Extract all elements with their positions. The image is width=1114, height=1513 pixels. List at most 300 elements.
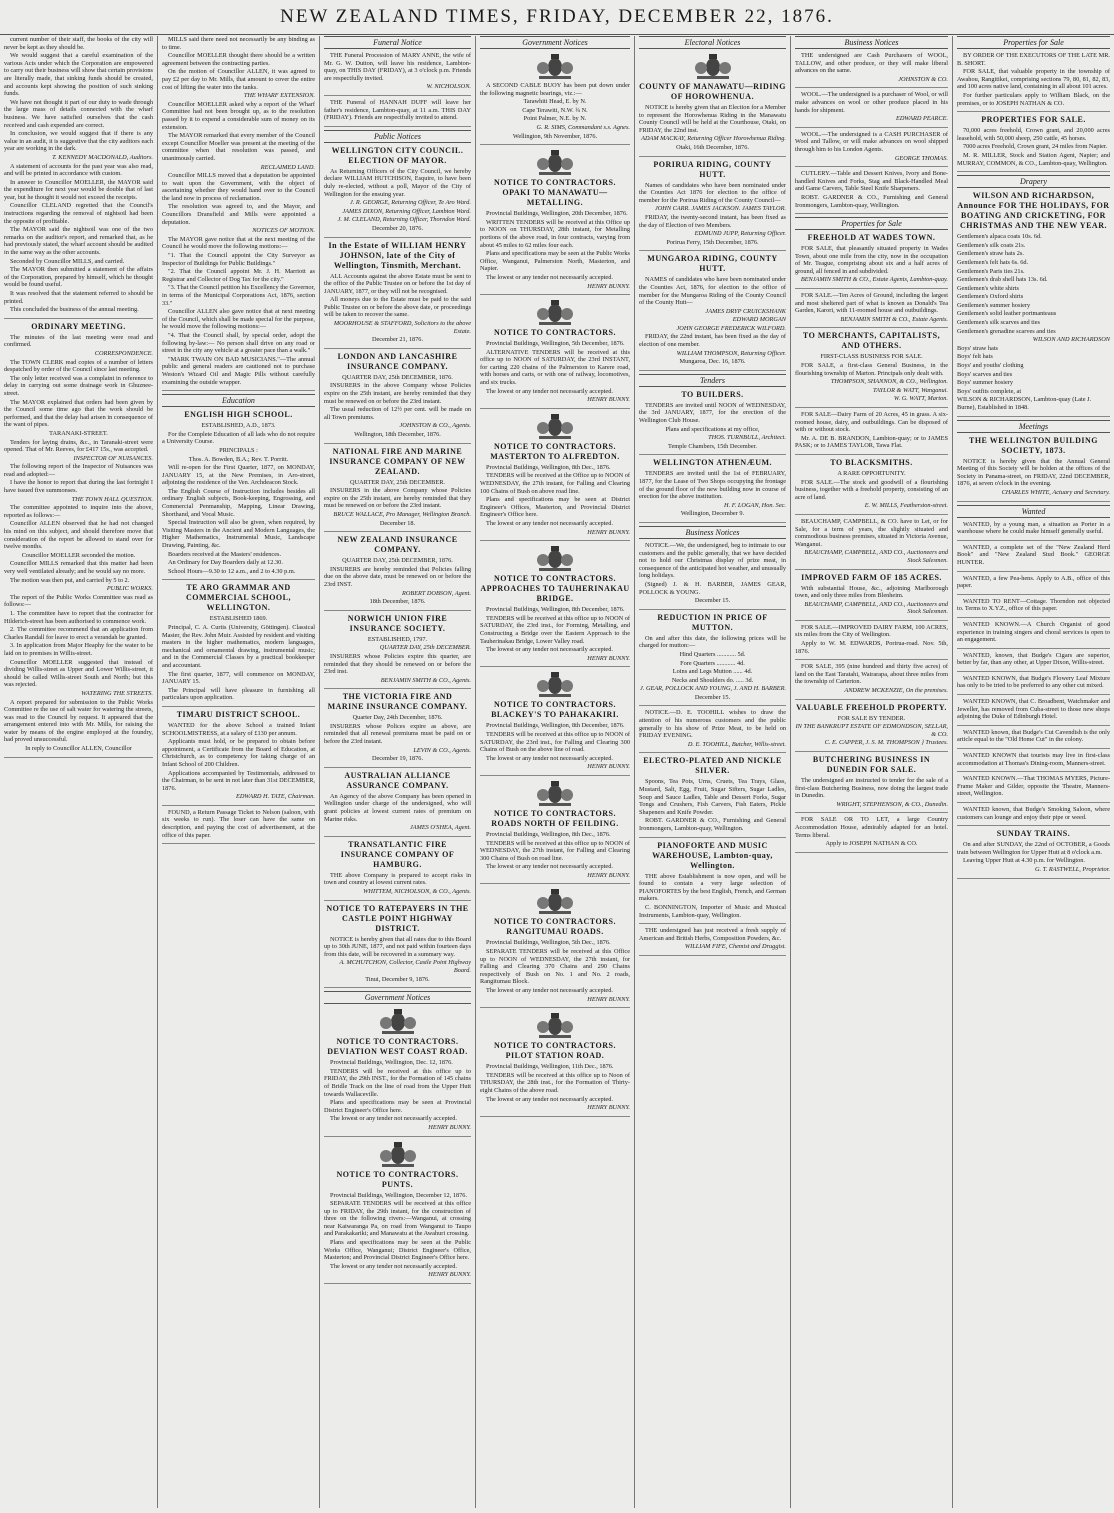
advertisement-text: QUARTER DAY, 25th DECEMBER. bbox=[350, 478, 445, 486]
advertisement-text: All moneys due to the Estate must be paid to the said Public Trustee on or before the above date, or proceedings will be taken to recover the same. bbox=[324, 296, 471, 319]
advertisement-text: With substantial House, &c., adjoining Marlborough town, and only three miles from Blenheim. bbox=[795, 584, 948, 600]
advertisement-text: A RARE OPPORTUNITY. bbox=[837, 469, 906, 477]
advertisement-text: Provincial Buildings, Wellington, 8th Dec., 1876. bbox=[486, 830, 611, 838]
column-6 bbox=[790, 36, 952, 1508]
advertisement-text: 70,000 acres freehold, Crown grant, and 20,000 acres leasehold, with 50,000 sheep, 250 cattle, 45 horses. bbox=[957, 127, 1110, 142]
advertisement-signature: WILSON AND RICHARDSON bbox=[1032, 336, 1110, 344]
advertisement-signature: HENRY BUNNY. bbox=[587, 396, 630, 404]
advertisement-text: December 20, 1876. bbox=[371, 224, 424, 232]
advertisement-text: School Hours—9.30 to 12 a.m., and 2 to 4.30 p.m. bbox=[168, 567, 296, 575]
advertisement bbox=[795, 52, 948, 88]
advertisement-text: In conclusion, we would suggest that if there is any value in an audit, it is suggestive that the city auditors each year are working in the dark. bbox=[4, 130, 153, 153]
advertisement bbox=[162, 583, 315, 707]
advertisement-title: WELLINGTON CITY COUNCIL. ELECTION OF MAYOR. bbox=[331, 145, 464, 165]
advertisement-text: It was resolved that the statement referred to should be printed. bbox=[4, 290, 153, 305]
advertisement-title: NOTICE TO CONTRACTORS. BLACKEY'S TO PAHAKAKIRI. bbox=[491, 700, 619, 720]
advertisement-text: The undersigned are instructed to tender for the sale of a first-class Butchering Business, now doing the largest trade in Dunedin. bbox=[795, 777, 948, 800]
royal-arms-emblem-icon bbox=[533, 52, 577, 80]
advertisement bbox=[324, 904, 471, 989]
advertisement-text: On and after this date, the following prices will be charged for mutton:— bbox=[639, 634, 786, 650]
advertisement-text: Provincial Buildings, Wellington, December 12, 1876. bbox=[330, 1191, 468, 1199]
advertisement-title: SUNDAY TRAINS. bbox=[996, 829, 1071, 839]
advertisement-text: The MAYOR remarked that every member of the Council except Councillor Moeller was present at the meeting of the committee when that resolution was passed, and unanimously carried. bbox=[162, 132, 315, 162]
advertisement-signature: WILLIAM THOMPSON, Returning Officer. bbox=[676, 349, 786, 357]
royal-arms-emblem-icon bbox=[533, 670, 577, 698]
advertisement-text: December 21, 1876. bbox=[371, 336, 424, 344]
advertisement-text: Gentlemen's Paris ties 21s. bbox=[957, 267, 1025, 275]
advertisement-text: Plans and specifications may be seen at the Public Works Office, Wanganui, Palmerston North, Masterton, and Napier. bbox=[480, 250, 630, 273]
advertisement-text: SEPARATE TENDERS will be received at this Office up to NOON of WEDNESDAY, the 27th instant, for Falling and Clearing 370 Chains and 290 Chains respectively of Bush on No. 1 and No. 2 roads, Rangitumau Block. bbox=[480, 948, 630, 986]
advertisement-text: ESTABLISHED, A.D., 1873. bbox=[201, 422, 276, 430]
advertisement bbox=[957, 729, 1110, 749]
advertisement-text: WOOL.—The undersigned is a purchaser of Wool, or will make advances on wool or other produce placed in his hands for shipment. bbox=[795, 91, 948, 114]
advertisement bbox=[324, 52, 471, 96]
advertisement-signature: ANDREW MCKENZIE, On the premises. bbox=[844, 687, 948, 695]
advertisement-title: NOTICE TO CONTRACTORS. RANGITUMAU ROADS. bbox=[494, 917, 616, 937]
section-heading: Business Notices bbox=[639, 526, 786, 539]
advertisement-text: A SECOND CABLE BUOY has been put down under the following magnetic bearings, viz.:— bbox=[480, 82, 630, 97]
column-5 bbox=[634, 36, 790, 1508]
advertisement-text: Apply to JOSEPH NATHAN & CO. bbox=[825, 840, 918, 848]
advertisement bbox=[957, 652, 1110, 672]
advertisement-text: For the Complete Education of all lads who do not require a University Course. bbox=[162, 430, 315, 446]
advertisement-text: Wellington, 9th November, 1876. bbox=[512, 132, 598, 140]
advertisement-title: TRANSATLANTIC FIRE INSURANCE COMPANY OF HAMBURG. bbox=[340, 839, 455, 869]
advertisement-text: THE above Company is prepared to accept risks in town and country at lowest current rates. bbox=[324, 871, 471, 887]
advertisement-title: PIANOFORTE AND MUSIC WAREHOUSE, Lambton-quay, Wellington. bbox=[652, 840, 773, 870]
advertisement-text: Gentlemen's silk coats 21s. bbox=[957, 241, 1026, 249]
advertisement-signature: ROBERT DOBSON, Agent. bbox=[401, 589, 471, 597]
advertisement-text: INSURERS in the above Company whose Policies expire on the 25th instant, are hereby reminded that they must be renewed on or before the 23rd instant. bbox=[324, 487, 471, 510]
advertisement-title: NOTICE TO CONTRACTORS. bbox=[494, 328, 616, 338]
advertisement-text: WILSON & RICHARDSON, Lambton-quay (Late J. Burne), Established in 1848. bbox=[957, 396, 1092, 411]
advertisement bbox=[639, 458, 786, 523]
advertisement-title: In the Estate of WILLIAM HENRY JOHNSON, late of the City of Wellington, Tinsmith, Merchant. bbox=[328, 240, 467, 270]
advertisement-signature: HENRY BUNNY. bbox=[587, 1104, 630, 1112]
advertisement-text: The Principal will have pleasure in furnishing all particulars upon application. bbox=[162, 686, 315, 702]
section-heading: Electoral Notices bbox=[639, 36, 786, 49]
advertisement-text: FOR SALE, that valuable property in the township of Awahou, Rangitikei, comprising sections 79, 80, 81, 82, 83, and 100 acres native land, containing in all about 101 acres. bbox=[957, 68, 1110, 91]
advertisement-text: Gentlemen's solid leather portmanteaus bbox=[957, 310, 1057, 318]
advertisement-text: Wellington, December 9. bbox=[680, 510, 745, 518]
advertisement-text: TENDERS will be received at this office up to Noon of THURSDAY, the 28th inst., for the Formation of Thirty-eight Chains of the above road. bbox=[480, 1071, 630, 1094]
advertisement-text: Hind Quarters ............ 5d. bbox=[679, 650, 746, 658]
advertisement-text: Tarawhiti Head, E. by N. bbox=[523, 98, 587, 106]
advertisement-title: NORWICH UNION FIRE INSURANCE SOCIETY. bbox=[347, 613, 448, 633]
advertisement-text: "1. That the Council appoint the City Surveyor as Inspector of Buildings for Public Buildings." bbox=[162, 252, 315, 267]
advertisement-text: Applications accompanied by Testimonials, addressed to the Chairman, to be sent in not later than 31st DECEMBER, 1876. bbox=[162, 769, 315, 792]
advertisement bbox=[480, 412, 630, 541]
advertisement-text: "3. That the Council petition his Excellency the Governor, in terms of the Municipal Corporations Act, 1876, section 33." bbox=[162, 284, 315, 307]
advertisement-text: Principal, C. A. Curtis (University, Göttingen). Classical Master, the Rev. John Muir. Assisted by resident and visiting masters in the higher mathematics, modern languages, mechanical and ornamental drawing, instrumental music; and in the Commercial Classes by a practical bookkeeper and accountant. bbox=[162, 624, 315, 669]
advertisement-text: Apply to W. M. EDWARDS, Porirua-road. Nov. 5th, 1876. bbox=[795, 640, 948, 655]
advertisement-signature: HENRY BUNNY. bbox=[587, 282, 630, 290]
section-heading: Wanted bbox=[957, 505, 1110, 518]
advertisement-text: FRIDAY, the twenty-second instant, has been fixed as the day of Election of two Members. bbox=[639, 213, 786, 229]
advertisement-text: The lowest or any tender not necessarily accepted. bbox=[486, 273, 613, 281]
section-heading: Tenders bbox=[639, 374, 786, 387]
advertisement-text: WANTED KNOWN.—That THOMAS MYERS, Picture-Frame Maker and Gilder, opposite the Theatre, Manners-street, Wellington. bbox=[957, 775, 1110, 798]
advertisement-title: NOTICE TO CONTRACTORS. DEVIATION WEST COAST ROAD. bbox=[327, 1037, 468, 1057]
advertisement-signature: BEAUCHAMP, CAMPBELL, AND CO., Auctioneers and Stock Salesmen. bbox=[804, 600, 948, 616]
advertisement bbox=[480, 148, 630, 295]
advertisement bbox=[795, 624, 948, 660]
advertisement bbox=[639, 160, 786, 252]
advertisement-text: WANTED KNOWN, that C. Broadbent, Watchmaker and Jeweller, has removed from Cuba-street to those new shops adjoining the Duke of Edinburgh Hotel. bbox=[957, 698, 1110, 721]
advertisement bbox=[324, 99, 471, 127]
advertisement-text: I have the honor to report that during the last fortnight I have issued five summonses. bbox=[4, 479, 153, 495]
advertisement-text: In reply to Councillor ALLEN, Councillor bbox=[25, 745, 132, 753]
advertisement-signature: THOS. TURNBULL, Architect. bbox=[708, 434, 786, 442]
advertisement bbox=[324, 1007, 471, 1136]
advertisement bbox=[795, 573, 948, 621]
advertisement-text: Provincial Buildings, Wellington, 5th December, 1876. bbox=[486, 340, 625, 348]
column-3 bbox=[319, 36, 475, 1508]
advertisement-signature: C. E. CAPPER, J. S. M. THOMPSON } Trustees. bbox=[824, 739, 948, 747]
advertisement-title: TO BUILDERS. bbox=[681, 389, 744, 399]
advertisement bbox=[639, 927, 786, 956]
advertisement-text: Spoons, Tea Pots, Urns, Cruets, Tea Trays, Glass, Mustard, Salt, Egg, Fruit, Sugar Sifters, Sugar Ladles, Soup and Sauce Ladles, Table and Dessert Forks, Sugar Tongs and Crushers, Fish Carvers, Fish Eaters, Pickle Shapeners and Knife Powder. bbox=[639, 778, 786, 816]
advertisement-text: 7000 acres Freehold, Crown grant, 24 miles from Napier. bbox=[963, 143, 1108, 151]
advertisement-text: Boys' and youths' clothing bbox=[957, 362, 1024, 370]
advertisement-text: WRITTEN TENDERS will be received at this Office up to NOON on THURSDAY, 28th instant, for Metalling portions of the above road, in four contracts, varying from about 45 miles to 62 miles four each. bbox=[480, 218, 630, 249]
column-2 bbox=[157, 36, 319, 1508]
advertisement bbox=[795, 755, 948, 813]
royal-arms-emblem-icon bbox=[691, 52, 735, 80]
advertisement-text: WANTED, by a young man, a situation as Porter in a warehouse where he could make himself generally useful. bbox=[957, 520, 1110, 536]
advertisement-signature: JAMES DIXON, Returning Officer, Lambton Ward. bbox=[342, 207, 471, 215]
advertisement-text: December 18. bbox=[379, 519, 416, 527]
advertisement-text: Councillor MOELLER seconded the motion. bbox=[21, 551, 136, 559]
advertisement-text: This concluded the business of the annual meeting. bbox=[10, 306, 139, 314]
advertisement-text: Wellington, 18th December, 1876. bbox=[354, 431, 441, 438]
advertisement-signature: THE TOWN HALL QUESTION. bbox=[71, 495, 153, 503]
advertisement bbox=[4, 322, 153, 758]
advertisement-text: The lowest or any tender not necessarily accepted. bbox=[486, 1095, 613, 1103]
advertisement-text: Fore Quarters ............ 4d. bbox=[680, 659, 745, 667]
advertisement-text: Gentlemen's Oxford shirts bbox=[957, 293, 1024, 301]
advertisement-text: An Ordinary for Day Boarders daily at 12.30. bbox=[168, 559, 283, 567]
advertisement-title: TE ARO GRAMMAR AND COMMERCIAL SCHOOL, WELLINGTON. bbox=[185, 583, 291, 613]
advertisement-text: Names of candidates who have been nominated under the Counties Act 1876 for election to the office of member for the Porirua Riding of the County Council— bbox=[639, 181, 786, 204]
advertisement-text: TENDERS will be received at this office up to NOON of SATURDAY, the 23rd inst., for Forming, Metalling, and Constructing a Bridge over the Eastern Approach to the Tauherinakau Bridge, Lower Valley road. bbox=[480, 614, 630, 645]
advertisement bbox=[795, 91, 948, 127]
advertisement-text: The first quarter, 1877, will commence on MONDAY, JANUARY 15. bbox=[162, 670, 315, 686]
advertisement-text: Tenders for laying drains, &c., in Taranaki-street were opened. That of Mr. Reeves, for £417 15s., was accepted. bbox=[4, 438, 153, 454]
advertisement bbox=[957, 598, 1110, 618]
advertisement-text: Plans and specifications may be seen at District Engineer's Offices, Masterton, and Provincial District Engineer's Office here. bbox=[480, 496, 630, 519]
advertisement-signature: MOORHOUSE & STAFFORD, Solicitors to the above Estate. bbox=[333, 320, 471, 335]
advertisement bbox=[480, 298, 630, 409]
advertisement-text: ESTABLISHED, 1797. bbox=[367, 635, 428, 643]
column-7 bbox=[952, 36, 1114, 1508]
advertisement-text: Gentlemen's felt hats 6s. 6d. bbox=[957, 258, 1029, 266]
advertisement bbox=[957, 752, 1110, 772]
advertisement-text: Councillor ALLEN observed that he had not changed his mind on this subject, and should therefore move that consideration of the report be allowed to stand over for twelve months. bbox=[4, 520, 153, 551]
column-4 bbox=[475, 36, 634, 1508]
advertisement-text: M. R. MILLER, Stock and Station Agent, Napier; and MURRAY, COMMON, & CO., Lambton-quay, Wellington. bbox=[957, 151, 1110, 167]
advertisement-signature: T. KENNEDY MACDONALD, Auditors. bbox=[52, 153, 153, 161]
advertisement-text: Special Instruction will also be given, when required, by Visiting Masters in the Ancient and Modern Languages, the Higher Mathematics, Instrumental Music, Landscape Drawing, Painting, &c. bbox=[162, 519, 315, 550]
advertisement-title: NOTICE TO CONTRACTORS. APPROACHES TO TAUHERINAKAU BRIDGE. bbox=[480, 574, 630, 604]
advertisement bbox=[957, 521, 1110, 541]
advertisement-title: THE WELLINGTON BUILDING SOCIETY, 1873. bbox=[968, 435, 1098, 455]
advertisement-signature: WILLIAM FIFE, Chemist and Druggist. bbox=[684, 943, 786, 951]
royal-arms-emblem-icon bbox=[533, 544, 577, 572]
advertisement bbox=[639, 254, 786, 371]
advertisement-signature: THOMPSON, SHANNON, & CO., Wellington. bbox=[830, 378, 948, 386]
advertisement bbox=[324, 447, 471, 533]
advertisement-text: The TOWN CLERK read copies of a number of letters despatched by order of the Council since last meeting. bbox=[4, 358, 153, 374]
advertisement-text: Temple Chambers, 15th December. bbox=[668, 442, 757, 450]
advertisement-title: ELECTRO-PLATED AND NICKLE SILVER. bbox=[643, 756, 782, 776]
advertisement-text: THE above Establishment is now open, and will be found to contain a very large selection of PIANOFORTES by the best English, French, and German makers. bbox=[639, 872, 786, 903]
advertisement-text: MILLS said there need not necessarily be any binding as to time. bbox=[162, 36, 315, 51]
advertisement bbox=[639, 841, 786, 925]
advertisement-signature: EDMUND JUPP, Returning Officer. bbox=[694, 230, 786, 238]
advertisement-signature: BRUCE WALLACE, Pro Manager, Wellington Branch. bbox=[333, 510, 471, 518]
advertisement bbox=[957, 806, 1110, 826]
advertisement-text: NOTICE is hereby given that the Annual General Meeting of this Society will be holden at the offices of the Society in Panama-street, on FRIDAY, 22nd DECEMBER, 1876, at seven o'clock in the evening. bbox=[957, 457, 1110, 488]
advertisement-signature: RECLAIMED LAND. bbox=[260, 163, 315, 171]
advertisement-text: December 19, 1876. bbox=[371, 755, 424, 763]
advertisement-text: Councillor MOELLER suggested that instead of dividing Willis-street as Upper and Lower Willis-street, it should be called Willis-street South and North; but this was rejected. bbox=[4, 658, 153, 689]
advertisement bbox=[324, 692, 471, 768]
advertisement-text: FOR SALE.—The stock and goodwill of a flourishing business, together with a freehold property, consisting of an acre of land. bbox=[795, 478, 948, 501]
advertisement-title: PORIRUA RIDING, COUNTY HUTT. bbox=[653, 159, 772, 179]
advertisement-signature: HENRY BUNNY. bbox=[428, 1271, 471, 1279]
advertisement-title: WELLINGTON ATHENÆUM. bbox=[652, 458, 773, 468]
advertisement-text: Leaving Upper Hutt at 4.30 p.m. for Wellington. bbox=[963, 857, 1085, 865]
advertisement-text: WANTED, a few Pea-hens. Apply to A.B., office of this paper. bbox=[957, 574, 1110, 590]
advertisement-text: Gentlemen's drab shell hats 13s. 6d. bbox=[957, 276, 1048, 284]
advertisement-text: A statement of accounts for the past year was also read, and will be printed in accordance with custom. bbox=[4, 162, 153, 178]
advertisement-text: The lowest or any tender not necessarily accepted. bbox=[330, 1115, 457, 1123]
section-heading: Government Notices bbox=[480, 36, 630, 49]
advertisement bbox=[480, 544, 630, 667]
advertisement-text: WANTED known, that Budge's Cut Cavendish is the only article equal to the "Old Home Cut" in the colony. bbox=[957, 728, 1110, 744]
advertisement-text: The resolution was agreed to, and the Mayor, and Councillors Dransfield and Mills were appointed a deputation. bbox=[162, 203, 315, 226]
royal-arms-emblem-icon bbox=[533, 298, 577, 326]
advertisement-text: For further particulars apply to William Black, on the premises, or to JOSEPH NATHAN & CO. bbox=[957, 91, 1110, 107]
advertisement-text: FIRST-CLASS BUSINESS FOR SALE. bbox=[820, 353, 923, 361]
royal-arms-emblem-icon bbox=[533, 779, 577, 807]
advertisement-signature: G. T. RASTWELL, Proprietor. bbox=[1034, 865, 1110, 873]
advertisement-signature: JOHN GEORGE FREDERICK WILFORD. bbox=[676, 324, 786, 332]
advertisement-title: FREEHOLD AT WADES TOWN. bbox=[807, 233, 936, 243]
advertisement bbox=[639, 756, 786, 837]
advertisement-text: TENDERS will be received at this office up to FRIDAY, the 29th INST., for the Formation of 145 chains of Bridle Track on the line of road from the Upper Hutt towards Wallaceville. bbox=[324, 1067, 471, 1098]
advertisement-signature: WRIGHT, STEPHENSON, & CO., Dunedin. bbox=[836, 800, 948, 808]
advertisement-text: WANTED KNOWN, that Budge's Flowery Leaf Mixture has only to be tried to be preferred to any other cut mixed. bbox=[957, 674, 1110, 690]
advertisement-text: 2. The committee recommend that an application from Charles Randall for leave to erect a verandah be granted. bbox=[4, 626, 153, 641]
advertisement-signature: BENJAMIN SMITH & CO., Estate Agents, Lambton-quay. bbox=[800, 276, 948, 284]
advertisement-title: NOTICE TO CONTRACTORS. ROADS NORTH OF FEILDING. bbox=[491, 808, 619, 828]
advertisement-text: WANTED KNOWN that tourists may live in first-class accommodation at Thomas's Dining-room, Manners-street. bbox=[957, 752, 1110, 767]
advertisement-text: The MAYOR explained that orders had been given by the Council some time ago that the work should be performed, and that the delay had arisen in consequence of the want of pipes. bbox=[4, 398, 153, 429]
advertisement-text: Gentlemen's summer hosiery bbox=[957, 301, 1031, 309]
advertisement-text: BY ORDER OF THE EXECUTORS OF THE LATE MR. B. SHORT. bbox=[957, 52, 1110, 67]
advertisement bbox=[957, 775, 1110, 803]
advertisement-signature: J. M. CLELAND, Returning Officer, Thorndon Ward. bbox=[337, 216, 471, 224]
advertisement-signature: W. NICHOLSON. bbox=[426, 83, 471, 91]
advertisement-signature: J. GEAR, POLLOCK AND YOUNG, J. AND H. BARBER. bbox=[640, 685, 786, 693]
advertisement-title: NATIONAL FIRE AND MARINE INSURANCE COMPANY OF NEW ZEALAND. bbox=[329, 446, 466, 476]
advertisement-title: NOTICE TO CONTRACTORS. OPAKI TO MANAWATU—METALLING. bbox=[494, 178, 616, 208]
advertisement-text: BEAUCHAMP, CAMPBELL, & CO. have to Let, or for Sale, for a term of years, the slightly situated and commodious business premises, situated in Victoria Avenue, Wanganui. bbox=[795, 517, 948, 548]
advertisement bbox=[639, 52, 786, 157]
advertisement-text: Provincial Buildings, Wellington, 20th December, 1876. bbox=[486, 210, 628, 218]
advertisement-text: TENDERS will be received at this office up to NOON of SATURDAY, the 23rd inst., for Falling and Clearing 300 Chains of Bush on the above line of road. bbox=[480, 730, 630, 754]
advertisement-text: A report prepared for submission to the Public Works Committee re the use of salt water for watering the streets, was read to the Council by request. It appeared that the arrangement entered into with Mr. Mills, for raising the water by means of the engine employed at the foundry, had proved unsuccessful. bbox=[4, 698, 153, 744]
advertisement bbox=[795, 331, 948, 408]
advertisement-text: NOTICE is hereby given that an Election for a Member to represent the Horowhenua Riding in the Manawatu County Council will be held at the Courthouse, Otaki, on FRIDAY, the 22nd inst. bbox=[639, 104, 786, 134]
advertisement bbox=[795, 458, 948, 515]
advertisement bbox=[957, 191, 1110, 416]
advertisement bbox=[957, 621, 1110, 649]
advertisement-text: As Returning Officers of the City Council, we hereby declare WILLIAM HUTCHISON, Esquire, to have been duly re-elected, without a poll, Mayor of the City of Wellington for the ensuing year. bbox=[324, 167, 471, 198]
advertisement-signature: PUBLIC WORKS. bbox=[106, 585, 153, 593]
advertisement bbox=[324, 535, 471, 611]
section-heading: Public Notices bbox=[324, 130, 471, 143]
advertisement-signature: HENRY BUNNY. bbox=[587, 654, 630, 662]
royal-arms-emblem-icon bbox=[533, 412, 577, 440]
advertisement-text: The MAYOR said the nightsoil was one of the two remarks on the auditor's report, and remarked that, as he had previously stated, the wharf account should be audited in the same way as the other accounts. bbox=[4, 226, 153, 257]
column-1 bbox=[0, 36, 157, 1508]
advertisement-text: TENDERS are invited until the 1st of FEBRUARY, 1877, for the Lease of Two Shops occupying the frontage of the ground floor of the new building now in course of erection for the above institution. bbox=[639, 470, 786, 501]
advertisement-text: The motion was then put, and carried by 5 to 2. bbox=[10, 576, 130, 584]
advertisement-signature: D. E. TOOHILL, Butcher, Willis-street. bbox=[687, 740, 786, 748]
advertisement bbox=[324, 146, 471, 238]
advertisement-text: Councillor MILLS moved that a deputation be appointed to wait upon the Government, with the object of ascertaining whether they would hand over to the Council the land now in process of reclamation. bbox=[162, 172, 315, 202]
advertisement-text: Tinui, December 9, 1876. bbox=[365, 975, 430, 983]
advertisement-title: COUNTY OF MANAWATU—RIDING OF HOROWHENUA. bbox=[639, 82, 786, 101]
advertisement-title: NOTICE TO RATEPAYERS IN THE CASTLE POINT HIGHWAY DISTRICT. bbox=[326, 903, 469, 933]
advertisement-text: WANTED, known, that Budge's Cigars are superior, better by far, than any other, at Upper Dixon, Willis-street. bbox=[957, 651, 1110, 667]
advertisement-signature: IN THE BANKRUPT ESTATE OF EDMONDSON, SELLAR, & CO. bbox=[795, 723, 948, 738]
advertisement-text: QUARTER DAY, 25th DECEMBER, 1876. bbox=[342, 557, 453, 565]
advertisement-text: The lowest or any tender not necessarily accepted. bbox=[486, 646, 613, 654]
advertisement bbox=[324, 241, 471, 349]
advertisement-signature: HENRY BUNNY. bbox=[587, 871, 630, 879]
advertisement-signature: BENJAMIN SMITH & CO., Estate Agents. bbox=[840, 315, 948, 323]
advertisement-text: Boys' scarves and ties bbox=[957, 370, 1013, 378]
advertisement-text: C. BONNINGTON, Importer of Music and Musical Instruments, Lambton-quay, Wellington. bbox=[639, 903, 786, 919]
advertisement-signature: EDWARD MORGAN bbox=[732, 316, 786, 324]
advertisement-title: WILSON AND RICHARDSON, Announce FOR THE HOLIDAYS, FOR BOATING AND CRICKETING, FOR CHRISTMAS AND THE NEW YEAR. bbox=[957, 191, 1110, 231]
advertisement-text: Provincial Buildings, Wellington, 8th Dec., 1876. bbox=[486, 463, 611, 471]
advertisement bbox=[324, 840, 471, 901]
advertisement-text: (Signed) J. & H. BARBER, JAMES GEAR, POLLOCK & YOUNG. bbox=[639, 580, 786, 596]
advertisement-text: NOTICE.—We, the undersigned, beg to intimate to our customers and the public generally, that we have decided not to hold our Christmas display of prize meat, in consequence of the anticipated hot weather, and unusually long holidays. bbox=[639, 541, 786, 580]
advertisement bbox=[795, 170, 948, 214]
advertisement-text: QUARTER DAY, 25th DECEMBER, 1876. bbox=[342, 373, 453, 381]
advertisement-title: NOTICE TO CONTRACTORS. PUNTS. bbox=[336, 1169, 459, 1189]
advertisement bbox=[957, 575, 1110, 595]
advertisement bbox=[4, 36, 153, 319]
advertisement-title: ORDINARY MEETING. bbox=[31, 321, 126, 331]
advertisement-text: The committee appointed to inquire into the above, reported as follows:— bbox=[4, 504, 153, 519]
advertisement-text: PRINCIPALS : bbox=[219, 446, 258, 454]
advertisement-text: FOR SALE, a first-class General Business, in the flourishing township of Marton. Principals only dealt with. bbox=[795, 362, 948, 377]
advertisement bbox=[480, 670, 630, 776]
advertisement bbox=[795, 703, 948, 752]
advertisement-text: INSURERS whose Policies expire this quarter, are reminded that they should be renewed on or before the 23rd inst. bbox=[324, 652, 471, 676]
advertisement bbox=[324, 614, 471, 690]
advertisement-text: WANTED TO RENT—Cottage. Thorndon not objected to. Terms to X.Y.Z., office of this paper. bbox=[957, 597, 1110, 613]
advertisement-text: TENDERS are invited until NOON of WEDNESDAY, the 3rd JANUARY, 1877, for the erection of the Wellington Club House. bbox=[639, 401, 786, 425]
advertisement-text: The lowest or any tender not necessarily accepted. bbox=[486, 387, 613, 395]
advertisement bbox=[480, 1011, 630, 1117]
advertisement-text: Will re-open for the First Quarter, 1877, on MONDAY, JANUARY 15, at the New Premises, in Aro-street, adjoining the residence of the Ven. Archdeacon Stock. bbox=[162, 464, 315, 487]
advertisement-signature: HENRY BUNNY. bbox=[587, 528, 630, 536]
advertisement-text: Quarter Day, 24th December, 1876. bbox=[352, 714, 443, 722]
advertisement-text: Councillor MOELLER asked why a report of the Wharf Committee had not been brought up, as to the resolution passed by it to expend a considerable sum of money on its extension. bbox=[162, 100, 315, 131]
advertisement-text: Mungaroa, Dec. 16, 1876. bbox=[679, 358, 746, 366]
advertisement-text: Gentlemen's straw hats 2s. bbox=[957, 250, 1024, 258]
advertisement-signature: JOHNSTON & CO., Agents. bbox=[399, 422, 471, 430]
advertisement-text: NOTICE.—D. E. TOOHILL wishes to draw the attention of his numerous customers and the public generally to his show of Prize Meat, to be held on FRIDAY EVENING. bbox=[639, 709, 786, 740]
advertisement-text: The MAYOR gave notice that at the next meeting of the Council he would move the following motions:— bbox=[162, 235, 315, 251]
advertisement-title: MUNGAROA RIDING, COUNTY HUTT. bbox=[647, 254, 778, 274]
advertisement-text: Boys' summer hosiery bbox=[957, 379, 1014, 387]
advertisement-text: Provincial Buildings, Wellington, 8th December, 1876. bbox=[486, 606, 625, 614]
advertisement-title: NOTICE TO CONTRACTORS. PILOT STATION ROAD. bbox=[494, 1041, 616, 1061]
section-heading: Government Notices bbox=[324, 991, 471, 1004]
advertisement-text: Boys' straw hats bbox=[957, 344, 999, 352]
royal-arms-emblem-icon bbox=[533, 148, 577, 176]
advertisement-signature: H. F. LOGAN, Hon. Sec. bbox=[724, 501, 786, 509]
advertisement-text: Mr. A. DE B. BRANDON, Lambton-quay; or to JAMES PASK; or to JAMES TAYLOR, Tawa Flat. bbox=[795, 434, 948, 450]
advertisement-text: The lowest or any tender not necessarily accepted. bbox=[330, 1262, 457, 1270]
advertisement bbox=[162, 410, 315, 580]
section-heading: Funeral Notice bbox=[324, 36, 471, 49]
advertisement-text: On the motion of Councillor ALLEN, it was agreed to pay £2 per day to Mr. Mills, that amount to cover the entire cost of lifting the water into the tanks. bbox=[162, 68, 315, 91]
advertisement-signature: WATERING THE STREETS. bbox=[81, 689, 153, 697]
advertisement bbox=[795, 292, 948, 328]
advertisement-signature: G. R. SIMS, Commandant s.s. Agnes. bbox=[536, 123, 630, 131]
advertisement-signature: CHARLES WHITE, Actuary and Secretary. bbox=[1001, 488, 1110, 496]
advertisement-signature: JAMES O'SHEA, Agent. bbox=[409, 824, 471, 832]
advertisement-text: Provincial Buildings, Wellington, Dec. 12, 1876. bbox=[330, 1059, 453, 1067]
section-heading: Properties for Sale bbox=[795, 217, 948, 230]
advertisement-text: Boarders received at the Masters' residences. bbox=[168, 550, 282, 558]
advertisement-text: Thos. A. Bowden, B.A.; Rev. T. Porritt. bbox=[188, 455, 289, 463]
advertisement-text: Necks and Shoulders do. ..... 3d. bbox=[671, 676, 754, 684]
advertisement-text: Plans and specifications may be seen at Provincial District Engineer's Office here. bbox=[324, 1099, 471, 1114]
advertisement bbox=[957, 829, 1110, 878]
advertisement-text: Point Palmer, N.E. by N. bbox=[523, 115, 587, 123]
advertisement bbox=[957, 436, 1110, 502]
advertisement bbox=[480, 52, 630, 145]
advertisement-signature: HENRY BUNNY. bbox=[587, 763, 630, 771]
advertisement bbox=[957, 52, 1110, 112]
advertisement-title: VALUABLE FREEHOLD PROPERTY. bbox=[796, 702, 947, 712]
advertisement-text: INSURERS whose Polices expire as above, are reminded that all renewal premiums must be paid on or before the 23rd instant. bbox=[324, 722, 471, 746]
advertisement-text: WANTED KNOWN.—A Church Organist of good experience in training singers and choral services is open to an engagement. bbox=[957, 620, 1110, 644]
advertisement bbox=[324, 771, 471, 837]
advertisement-signature: HENRY BUNNY. bbox=[428, 1123, 471, 1131]
advertisement-text: THE Funeral Procession of MARY ANNE, the wife of Mr. G. W. Dutton, will leave his residence, Lambton-quay, on THIS DAY (FRIDAY), at 3 o'clock p.m. Friends are respectfully invited. bbox=[324, 52, 471, 82]
advertisement-text: current number of their staff, the books of the city will never be kept as they should be. bbox=[4, 36, 153, 51]
advertisement-text: Councillor MOELLER thought there should be a written agreement between the contracting parties. bbox=[162, 52, 315, 67]
advertisement-title: TO BLACKSMITHS. bbox=[830, 457, 913, 467]
advertisement-title: BUTCHERING BUSINESS IN DUNEDIN FOR SALE. bbox=[812, 755, 931, 774]
advertisement-text: FOR SALE BY TENDER. bbox=[837, 714, 906, 722]
advertisement-text: The usual reduction of 12½ per cent. will be made on all Town premiums. bbox=[324, 406, 471, 421]
advertisement-signature: CORRESPONDENCE. bbox=[94, 349, 153, 357]
advertisement-text: TENDERS will be received at the Office up to NOON of WEDNESDAY, the 27th instant, for Falling and Clearing 100 Chains of Bush on above road line. bbox=[480, 472, 630, 495]
